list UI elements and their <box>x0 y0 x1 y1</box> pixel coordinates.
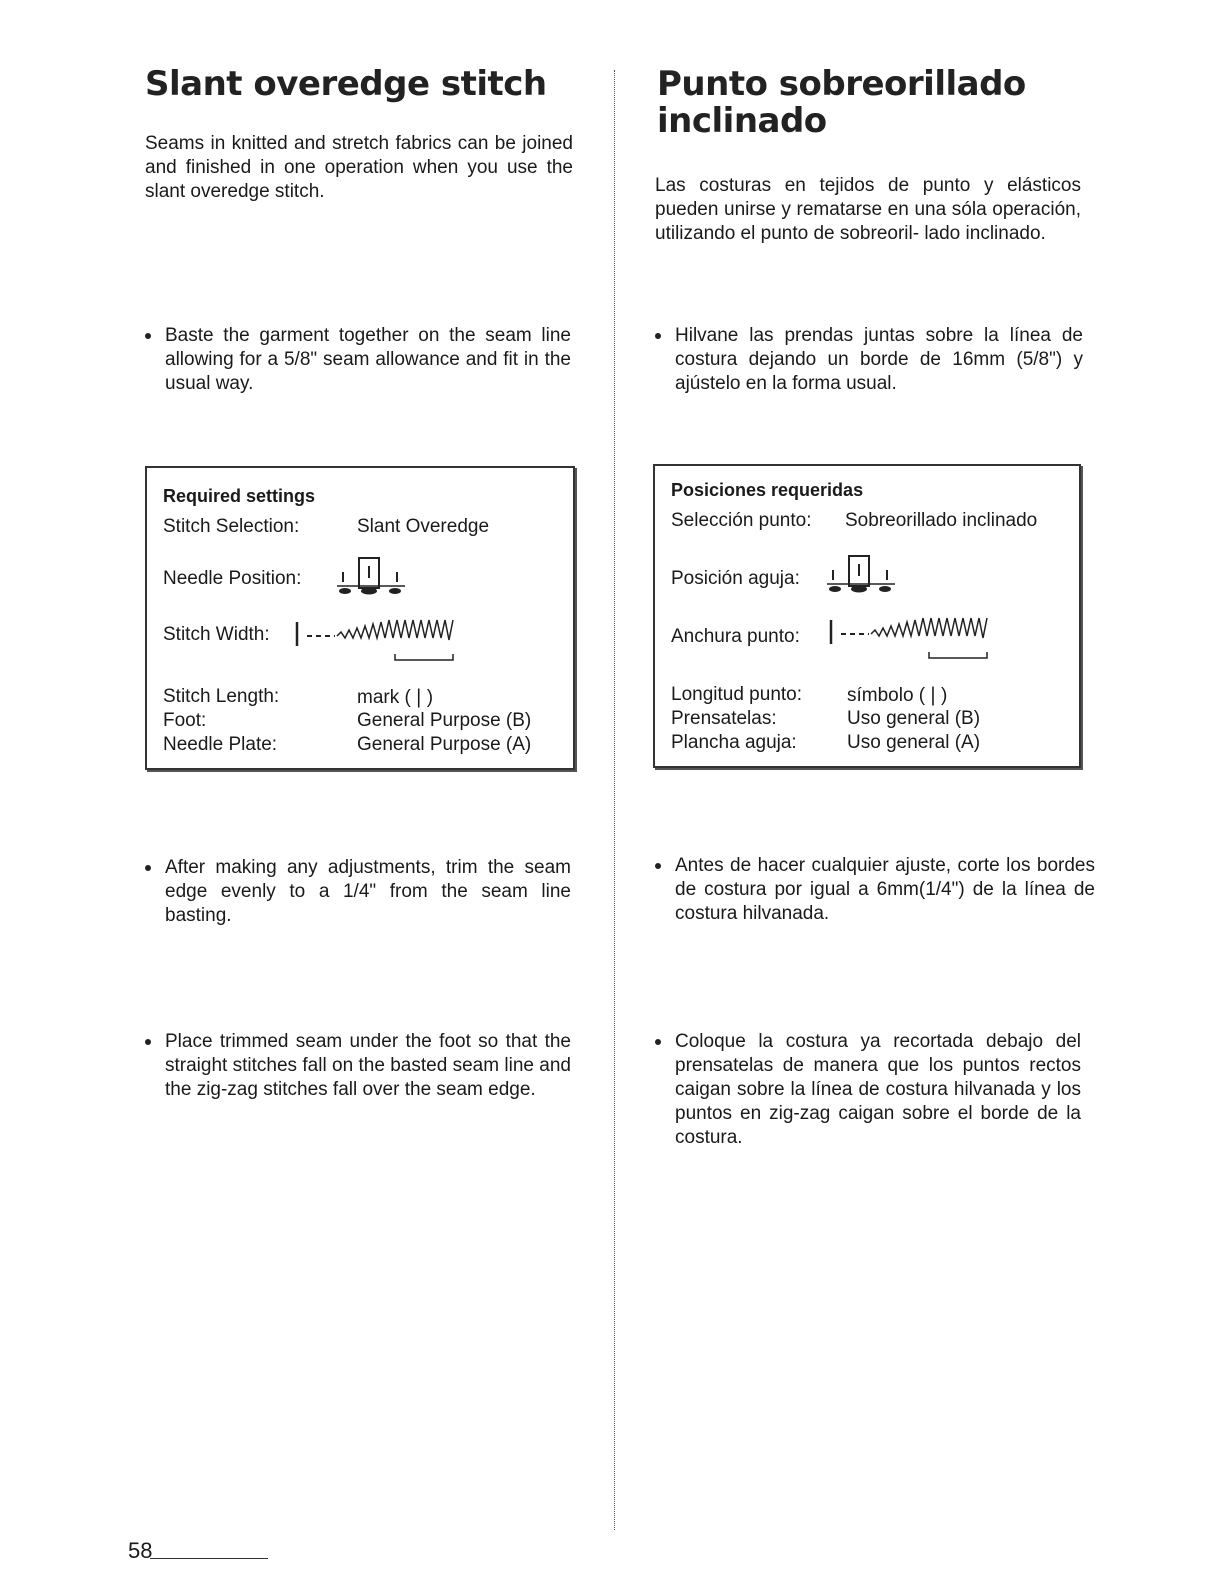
stitch-length-value: mark (❘) <box>357 687 434 708</box>
settings-heading: Required settings <box>163 486 316 506</box>
required-settings-box <box>145 466 575 770</box>
step-item <box>655 854 1095 926</box>
stitch-width-icon <box>293 616 463 666</box>
foot-label: Prensatelas: <box>671 708 777 729</box>
stitch-width-label: Anchura punto: <box>671 626 800 647</box>
stitch-length-label: Stitch Length: <box>163 686 280 707</box>
step-item <box>655 1030 1081 1150</box>
step-text: Coloque la costura ya recortada debajo del prensatelas de manera que los puntos rectos caigan sobre la línea de costura hilvanada y los puntos en zig-zag caigan sobre el borde de la costura. <box>675 1031 1081 1148</box>
column-divider <box>614 70 615 1530</box>
step-item <box>145 856 571 928</box>
stitch-selection-label: Selección punto: <box>671 510 812 531</box>
page-title-spanish: Punto sobreorillado inclinado <box>657 64 1026 141</box>
bullet-icon <box>655 863 661 869</box>
step-item <box>145 324 571 396</box>
settings-heading: Posiciones requeridas <box>671 480 864 500</box>
bullet-icon <box>145 1039 151 1045</box>
step-text: Antes de hacer cualquier ajuste, corte los bordes de costura por igual a 6mm(1/4") de la línea de costura hilvanada. <box>675 855 1095 924</box>
stitch-width-icon <box>827 614 997 664</box>
bullet-icon <box>655 1039 661 1045</box>
foot-value: General Purpose (B) <box>357 710 532 731</box>
needle-position-icon <box>337 554 407 598</box>
needle-plate-value: General Purpose (A) <box>357 734 532 755</box>
needle-plate-label: Needle Plate: <box>163 734 278 755</box>
foot-label: Foot: <box>163 710 207 731</box>
intro-paragraph: Seams in knitted and stretch fabrics can be joined and finished in one operation when you use the slant overedge stitch. <box>145 133 573 202</box>
foot-value: Uso general (B) <box>847 708 981 729</box>
stitch-selection-value: Sobreorillado inclinado <box>845 510 1038 531</box>
needle-position-icon <box>827 552 897 596</box>
step-item <box>145 1030 571 1102</box>
step-text: After making any adjustments, trim the seam edge evenly to a 1/4" from the seam line basting. <box>165 857 571 926</box>
required-settings-box-spanish <box>653 464 1081 768</box>
step-text: Baste the garment together on the seam line allowing for a 5/8" seam allowance and fit in the usual way. <box>165 325 571 394</box>
stitch-selection-value: Slant Overedge <box>357 516 490 537</box>
needle-plate-value: Uso general (A) <box>847 732 981 753</box>
page-number: 58 <box>128 1538 153 1563</box>
stitch-selection-label: Stitch Selection: <box>163 516 300 537</box>
step-text: Place trimmed seam under the foot so that the straight stitches fall on the basted seam line and the zig-zag stitches fall over the seam edge. <box>165 1031 571 1100</box>
needle-position-label: Posición aguja: <box>671 568 800 589</box>
bullet-icon <box>655 333 661 339</box>
needle-plate-label: Plancha aguja: <box>671 732 797 753</box>
needle-position-label: Needle Position: <box>163 568 302 589</box>
intro-paragraph-spanish: Las costuras en tejidos de punto y elásticos pueden unirse y rematarse en una sóla operación, utilizando el punto de sobreoril- lado inclinado. <box>655 175 1081 244</box>
page-title: Slant overedge stitch <box>145 64 547 104</box>
step-item <box>655 324 1083 396</box>
stitch-length-value: símbolo (❘) <box>847 685 948 706</box>
bullet-icon <box>145 865 151 871</box>
page-number-rule <box>150 1558 268 1559</box>
stitch-width-label: Stitch Width: <box>163 624 270 645</box>
stitch-length-label: Longitud punto: <box>671 684 803 705</box>
step-text: Hilvane las prendas juntas sobre la línea de costura dejando un borde de 16mm (5/8") y ajústelo en la forma usual. <box>675 325 1083 394</box>
bullet-icon <box>145 333 151 339</box>
